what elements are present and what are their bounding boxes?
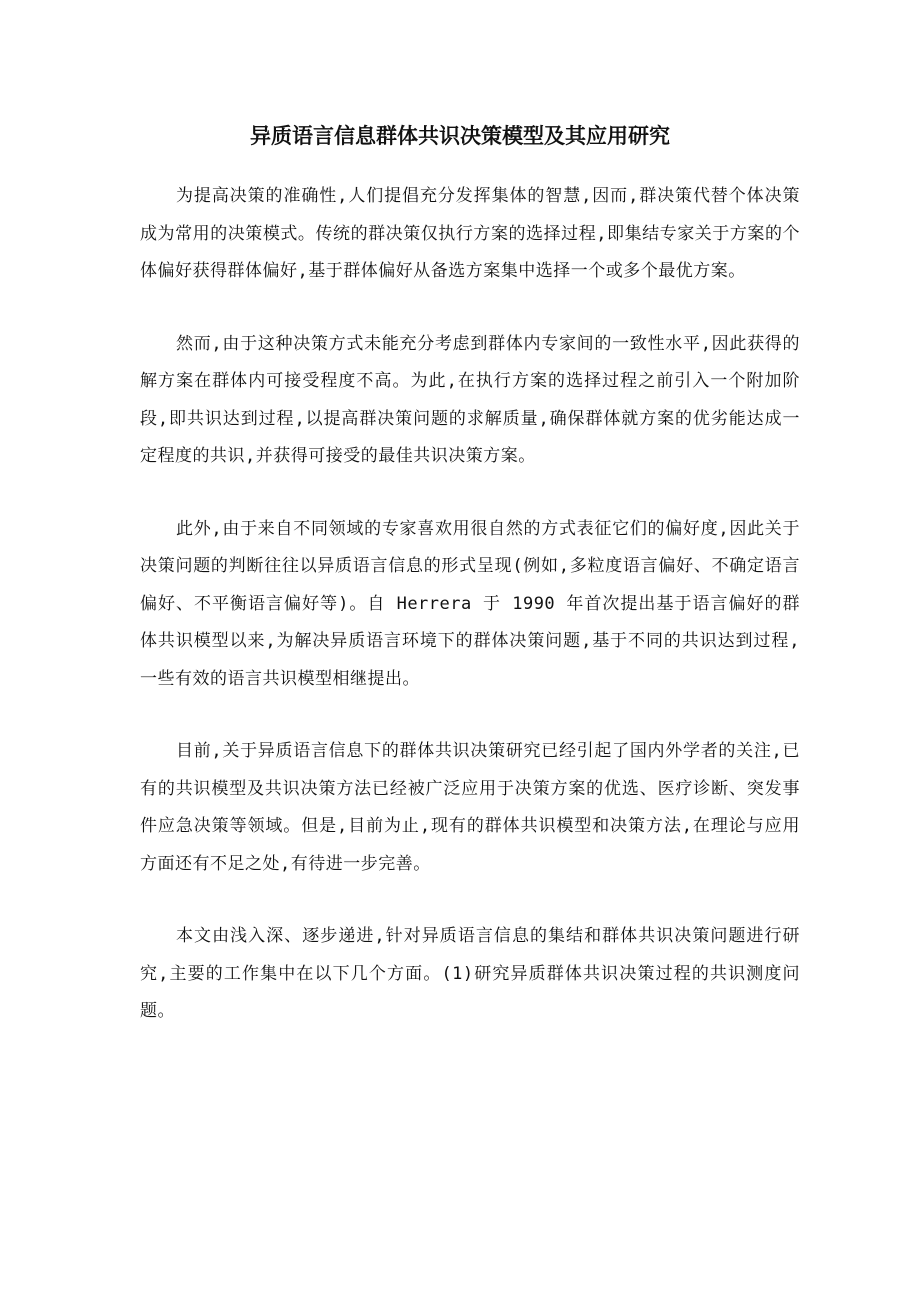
paragraph-2: 然而,由于这种决策方式未能充分考虑到群体内专家间的一致性水平,因此获得的解方案在群体内可接受程度不高。为此,在执行方案的选择过程之前引入一个附加阶段,即共识达到过程,以提高群决策问题的求解质量,确保群体就方案的优劣能达成一定程度的共识,并获得可接受的最佳共识决策方案。: [140, 333, 800, 466]
document-title: 异质语言信息群体共识决策模型及其应用研究: [250, 123, 670, 148]
paragraph-4: 目前,关于异质语言信息下的群体共识决策研究已经引起了国内外学者的关注,已有的共识模型及共识决策方法已经被广泛应用于决策方案的优选、医疗诊断、突发事件应急决策等领域。但是,目前为止,现有的群体共识模型和决策方法,在理论与应用方面还有不足之处,有待进一步完善。: [140, 741, 800, 874]
paragraph-3: 此外,由于来自不同领域的专家喜欢用很自然的方式表征它们的偏好度,因此关于决策问题的判断往往以异质语言信息的形式呈现(例如,多粒度语言偏好、不确定语言偏好、不平衡语言偏好等)。自 Herrera 于 1990 年首次提出基于语言偏好的群体共识模型以来,为解决异质语言环境下的群体决策问题,基于不同的共识达到过程,一些有效的语言共识模型相继提出。: [140, 518, 800, 689]
document-body: [140, 178, 800, 1066]
paragraph-1: 为提高决策的准确性,人们提倡充分发挥集体的智慧,因而,群决策代替个体决策成为常用的决策模式。传统的群决策仅执行方案的选择过程,即集结专家关于方案的个体偏好获得群体偏好,基于群体偏好从备选方案集中选择一个或多个最优方案。: [140, 186, 800, 281]
paragraph-5: 本文由浅入深、逐步递进,针对异质语言信息的集结和群体共识决策问题进行研究,主要的工作集中在以下几个方面。(1)研究异质群体共识决策过程的共识测度问题。: [140, 926, 800, 1021]
